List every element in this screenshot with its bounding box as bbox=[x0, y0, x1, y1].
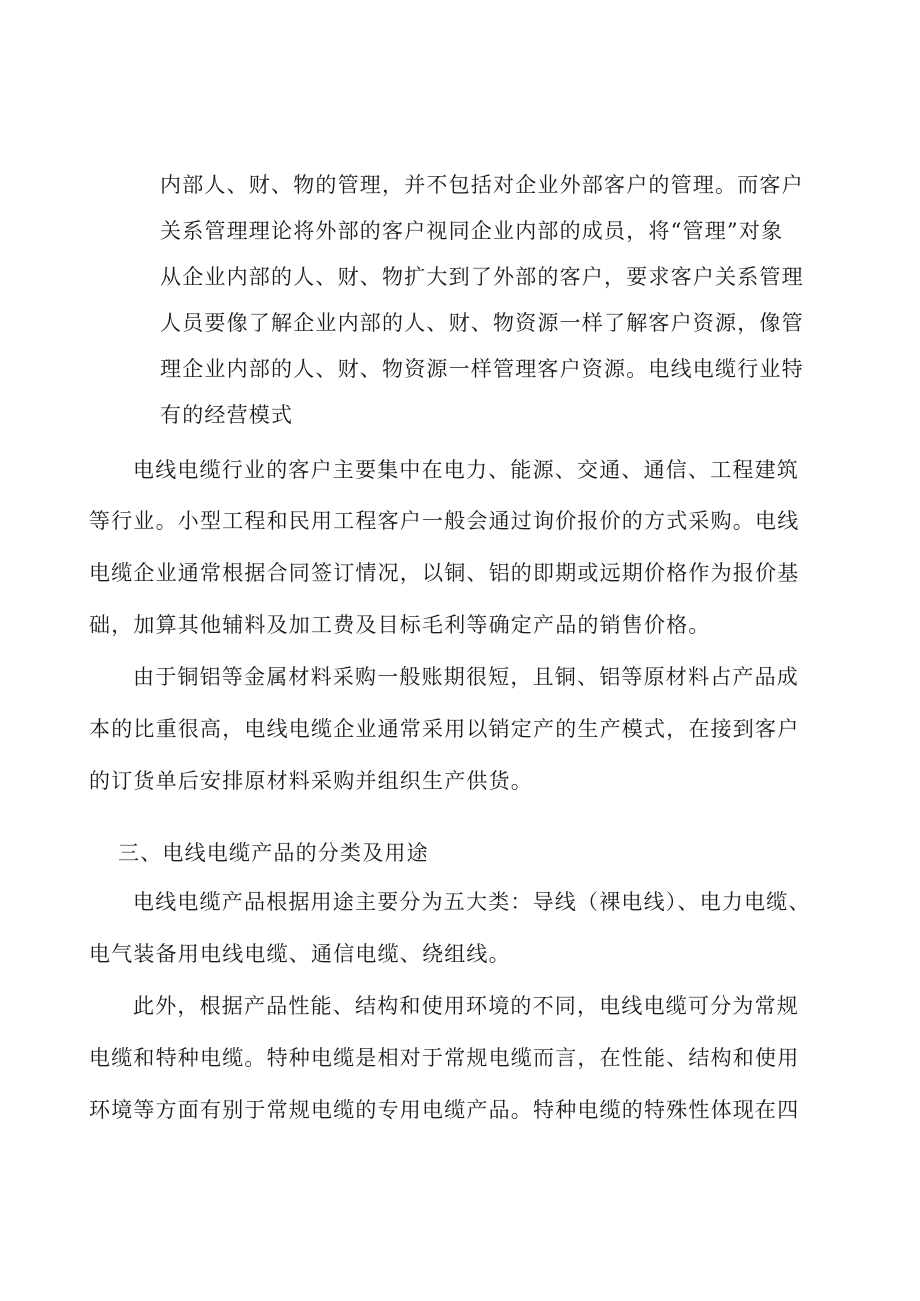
intro-line: 关系管理理论将外部的客户视同企业内部的成员，将“管理”对象 bbox=[160, 219, 784, 243]
paragraph-line: 础，加算其他辅料及加工费及目标毛利等确定产品的销售价格。 bbox=[89, 613, 711, 637]
intro-line: 人员要像了解企业内部的人、财、物资源一样了解客户资源，像管 bbox=[160, 311, 804, 335]
paragraph-line: 电气装备用电线电缆、通信电缆、绕组线。 bbox=[89, 942, 511, 966]
paragraph-line: 环境等方面有别于常规电缆的专用电缆产品。特种电缆的特殊性体现在四 bbox=[89, 1098, 800, 1122]
paragraph-line: 等行业。小型工程和民用工程客户一般会通过询价报价的方式采购。电线 bbox=[89, 509, 800, 533]
intro-line: 内部人、财、物的管理，并不包括对企业外部客户的管理。而客户 bbox=[160, 173, 804, 197]
paragraph-line: 由于铜铝等金属材料采购一般账期很短，且铜、铝等原材料占产品成 bbox=[133, 665, 799, 689]
paragraph-line: 电缆和特种电缆。特种电缆是相对于常规电缆而言，在性能、结构和使用 bbox=[89, 1046, 800, 1070]
paragraph-line: 此外，根据产品性能、结构和使用环境的不同，电线电缆可分为常规 bbox=[133, 994, 799, 1018]
paragraph-line: 电线电缆行业的客户主要集中在电力、能源、交通、通信、工程建筑 bbox=[133, 458, 799, 482]
paragraph-line: 本的比重很高，电线电缆企业通常采用以销定产的生产模式，在接到客户 bbox=[89, 717, 800, 741]
paragraph-line: 的订货单后安排原材料采购并组织生产供货。 bbox=[89, 769, 533, 793]
intro-line: 有的经营模式 bbox=[160, 403, 294, 427]
paragraph-line: 电线电缆产品根据用途主要分为五大类：导线（裸电线）、电力电缆、 bbox=[133, 890, 811, 914]
intro-line: 理企业内部的人、财、物资源一样管理客户资源。电线电缆行业特 bbox=[160, 357, 804, 381]
intro-line: 从企业内部的人、财、物扩大到了外部的客户，要求客户关系管理 bbox=[160, 265, 804, 289]
section-heading: 三、电线电缆产品的分类及用途 bbox=[118, 841, 429, 865]
paragraph-line: 电缆企业通常根据合同签订情况，以铜、铝的即期或远期价格作为报价基 bbox=[89, 561, 800, 585]
